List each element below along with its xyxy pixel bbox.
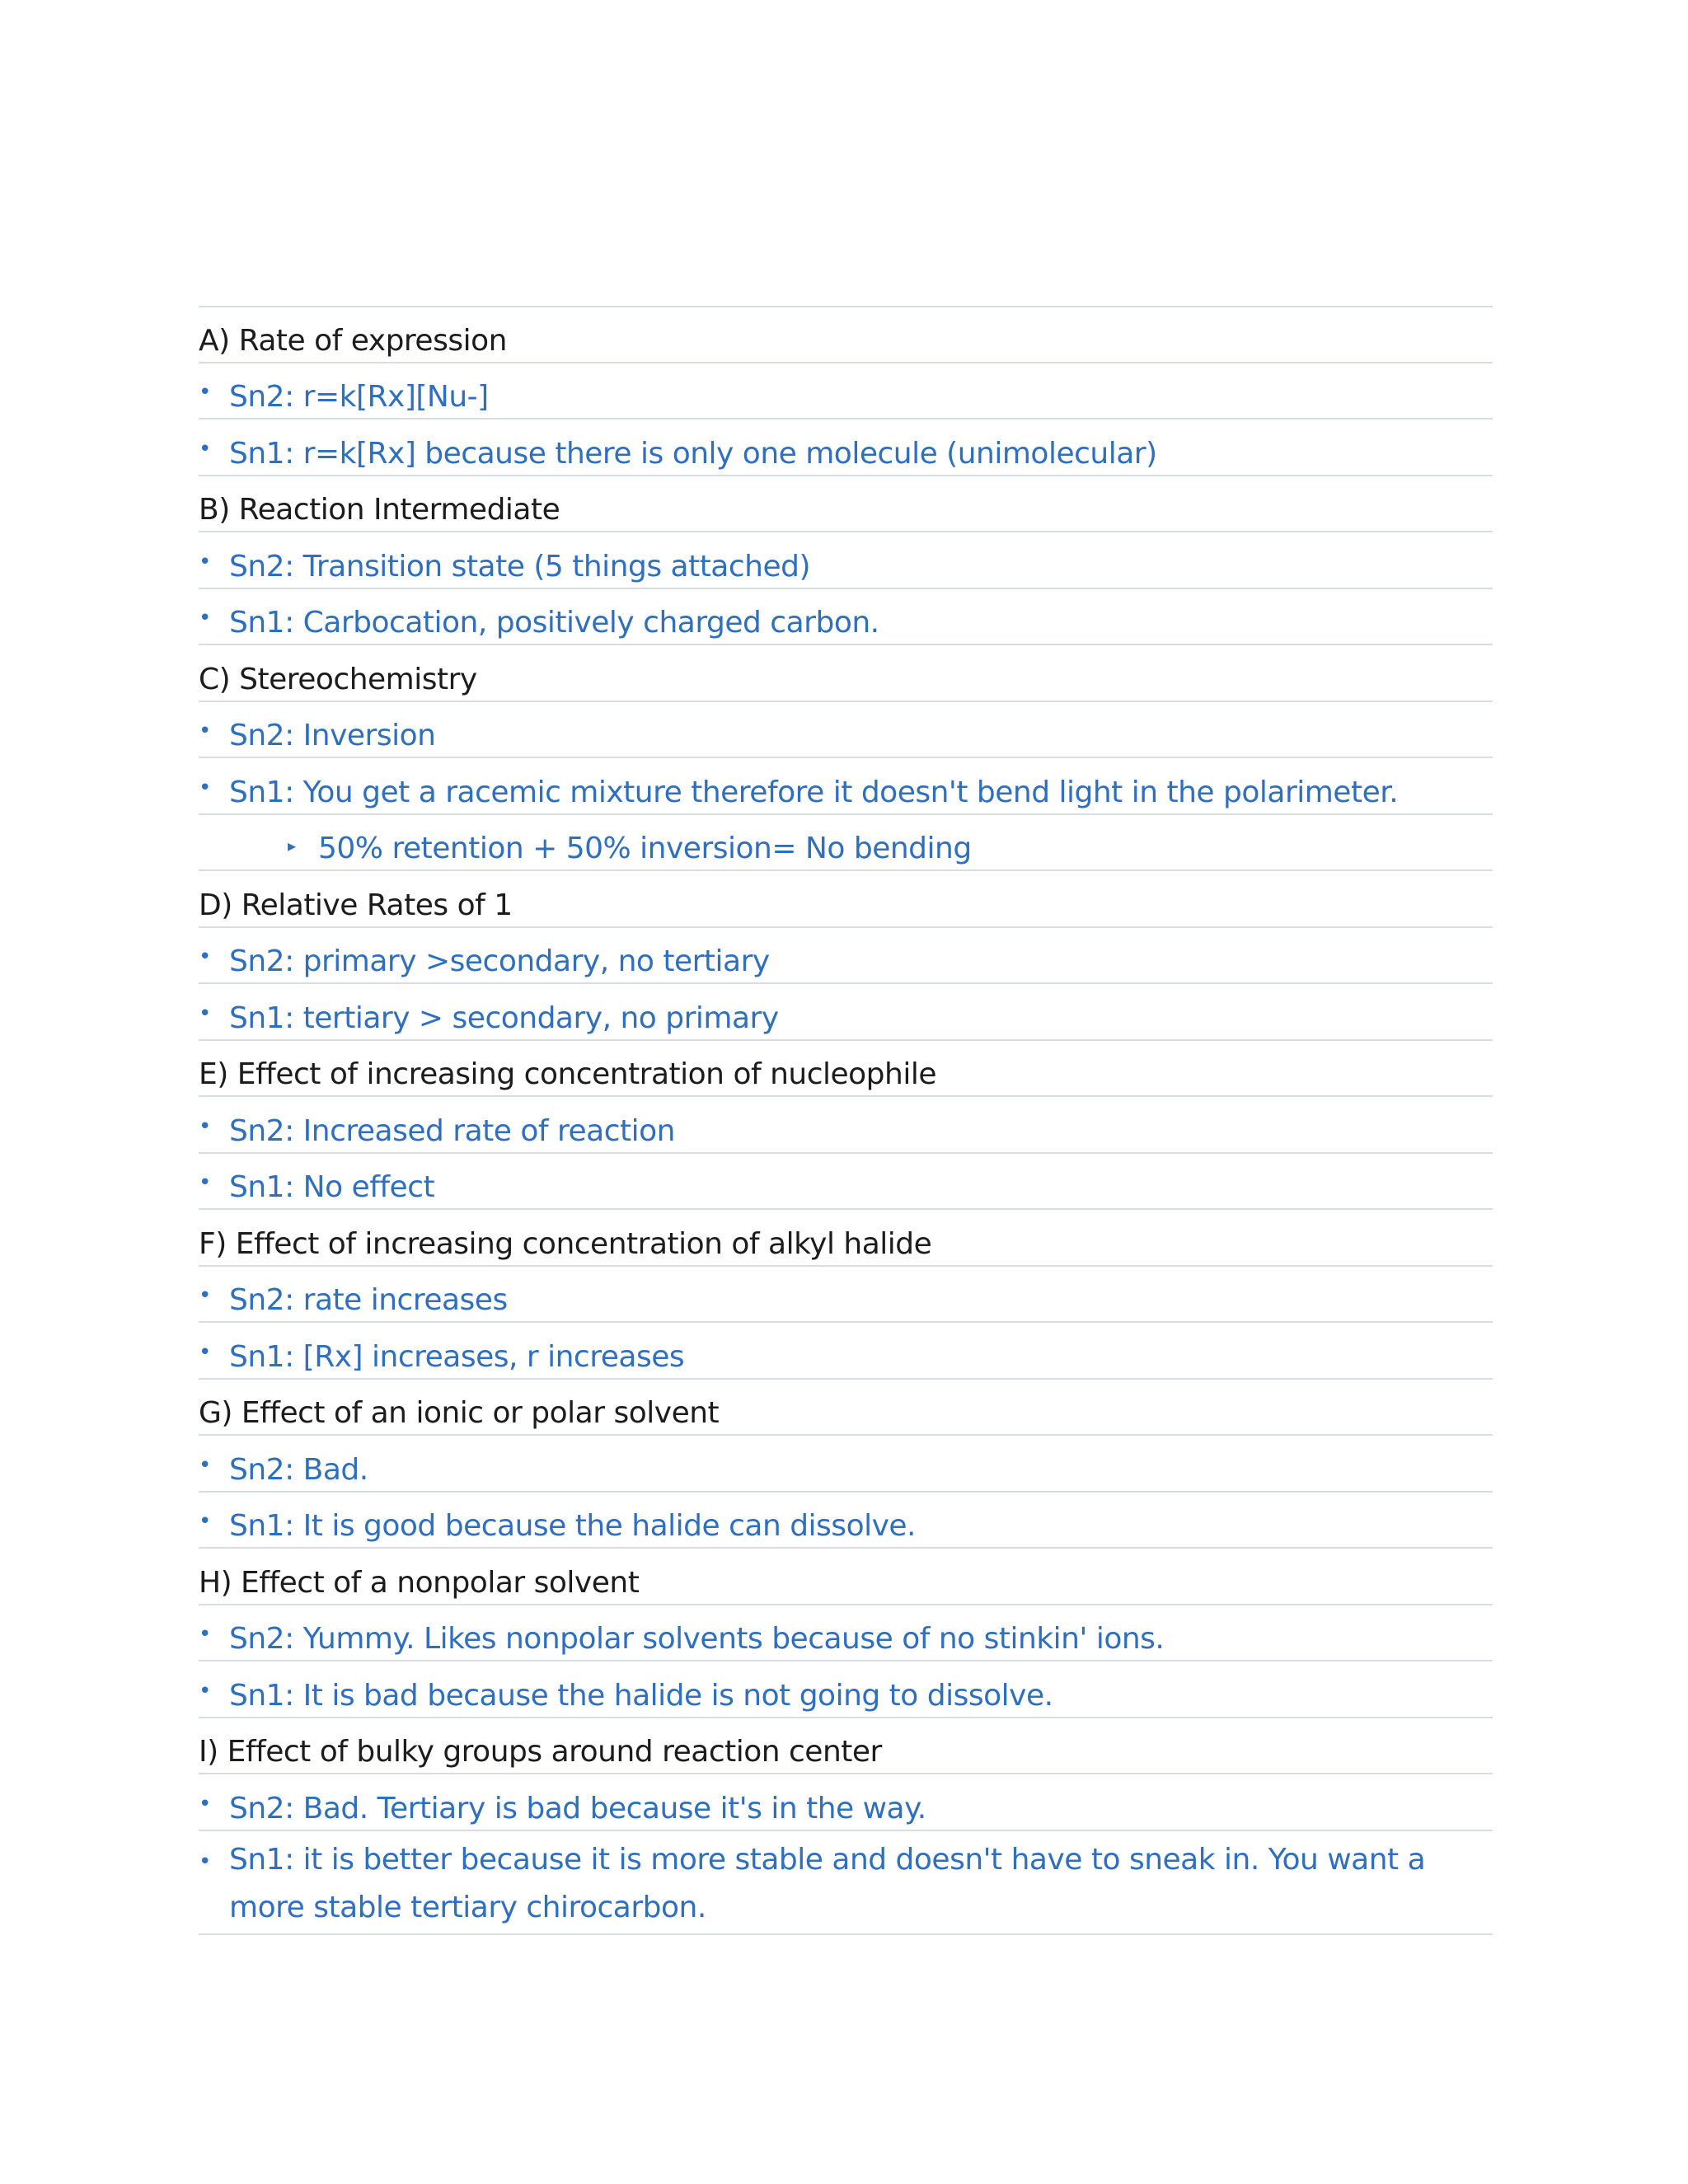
heading-text: F) Effect of increasing concentration of alkyl halide xyxy=(199,1226,932,1261)
bullet-item xyxy=(199,758,1493,815)
bullet-dot-icon: • xyxy=(199,944,212,969)
bullet-dot-icon: • xyxy=(199,1170,212,1195)
heading-text: D) Relative Rates of 1 xyxy=(199,888,513,922)
section-heading xyxy=(199,1210,1493,1267)
bullet-dot-icon: • xyxy=(199,606,212,630)
bullet-item xyxy=(199,928,1493,985)
heading-text: E) Effect of increasing concentration of nucleophile xyxy=(199,1057,937,1091)
heading-text: A) Rate of expression xyxy=(199,323,507,358)
bullet-item xyxy=(199,1661,1493,1718)
section-heading xyxy=(199,307,1493,363)
bullet-dot-icon: • xyxy=(199,1452,212,1478)
bullet-item xyxy=(199,1774,1493,1831)
section-heading xyxy=(199,871,1493,928)
note-text: Sn2: Yummy. Likes nonpolar solvents because of no stinkin' ions. xyxy=(229,1622,1165,1656)
bullet-dot-icon: • xyxy=(199,1339,212,1365)
bullet-item xyxy=(199,1154,1493,1211)
bullet-dot-icon: • xyxy=(199,1849,212,1874)
bullet-item xyxy=(199,1436,1493,1493)
bullet-item xyxy=(199,419,1493,476)
note-text: Sn2: Bad. Tertiary is bad because it's in the way. xyxy=(229,1791,926,1825)
note-text: 50% retention + 50% inversion= No bending xyxy=(318,832,972,865)
bullet-dot-icon: • xyxy=(199,1678,212,1704)
triangle-bullet-icon: ▸ xyxy=(288,836,297,855)
section-heading xyxy=(199,1549,1493,1605)
heading-text: C) Stereochemistry xyxy=(199,662,477,696)
note-text: Sn2: Transition state (5 things attached) xyxy=(229,549,811,583)
bullet-item xyxy=(199,1493,1493,1549)
section-heading xyxy=(199,645,1493,702)
heading-text: G) Effect of an ionic or polar solvent xyxy=(199,1396,720,1430)
bullet-dot-icon: • xyxy=(199,775,212,800)
bullet-dot-icon: • xyxy=(199,1113,212,1139)
bullet-item xyxy=(199,589,1493,646)
bullet-dot-icon: • xyxy=(199,436,212,462)
bullet-item xyxy=(199,1605,1493,1662)
bullet-dot-icon: • xyxy=(199,380,212,405)
bullet-item xyxy=(199,1323,1493,1380)
bullet-item xyxy=(199,1831,1493,1935)
note-text: Sn1: r=k[Rx] because there is only one molecule (unimolecular) xyxy=(229,436,1157,471)
bullet-dot-icon: • xyxy=(199,719,212,743)
note-text: Sn1: it is better because it is more stable and doesn't have to sneak in. You want a more stable tertiary chirocarbon. xyxy=(229,1842,1426,1924)
bullet-item xyxy=(199,702,1493,759)
bullet-dot-icon: • xyxy=(199,1791,212,1816)
note-text: Sn2: rate increases xyxy=(229,1283,508,1317)
bullet-item xyxy=(199,984,1493,1041)
bullet-dot-icon: • xyxy=(199,1509,212,1534)
note-text: Sn2: Inversion xyxy=(229,719,436,752)
bullet-dot-icon: • xyxy=(199,549,212,574)
heading-text: H) Effect of a nonpolar solvent xyxy=(199,1565,640,1600)
note-text: Sn2: Increased rate of reaction xyxy=(229,1113,675,1148)
note-text: Sn1: Carbocation, positively charged carbon. xyxy=(229,606,879,640)
note-text: Sn2: primary >secondary, no tertiary xyxy=(229,944,770,978)
section-heading xyxy=(199,476,1493,533)
bullet-dot-icon: • xyxy=(199,1283,212,1308)
section-heading xyxy=(199,1718,1493,1775)
note-text: Sn2: r=k[Rx][Nu-] xyxy=(229,380,489,414)
bullet-item xyxy=(199,532,1493,589)
note-text: Sn1: No effect xyxy=(229,1170,435,1204)
bullet-item xyxy=(199,1267,1493,1324)
note-text: Sn1: tertiary > secondary, no primary xyxy=(229,1001,779,1035)
note-text: Sn2: Bad. xyxy=(229,1452,368,1487)
section-heading xyxy=(199,1380,1493,1436)
bullet-item xyxy=(199,1097,1493,1154)
note-text: Sn1: You get a racemic mixture therefore it doesn't bend light in the polarimeter. xyxy=(229,775,1399,809)
bullet-dot-icon: • xyxy=(199,1622,212,1647)
heading-text: I) Effect of bulky groups around reaction center xyxy=(199,1735,882,1769)
note-text: Sn1: [Rx] increases, r increases xyxy=(229,1339,685,1374)
note-text: Sn1: It is good because the halide can dissolve. xyxy=(229,1509,916,1543)
note-text: Sn1: It is bad because the halide is not going to dissolve. xyxy=(229,1678,1053,1713)
bullet-dot-icon: • xyxy=(199,1001,212,1026)
heading-text: B) Reaction Intermediate xyxy=(199,493,560,527)
section-heading xyxy=(199,1041,1493,1098)
sub-bullet-item xyxy=(199,815,1493,872)
ruled-notes xyxy=(199,307,1493,1935)
bullet-item xyxy=(199,363,1493,420)
